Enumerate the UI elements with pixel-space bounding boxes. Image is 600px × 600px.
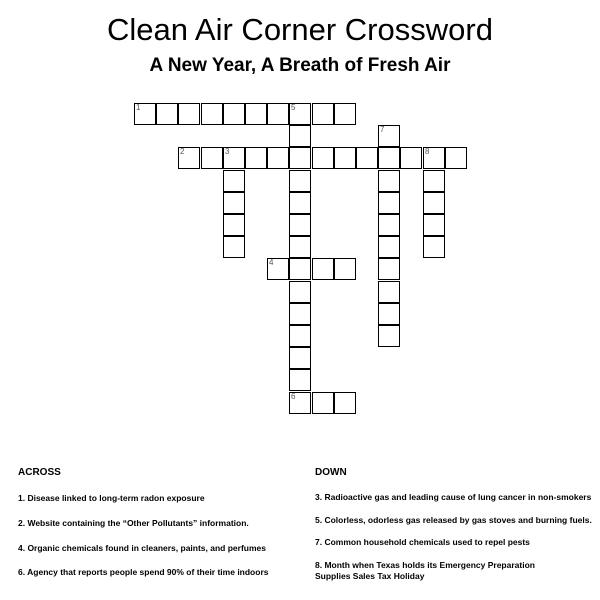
crossword-cell[interactable] bbox=[400, 147, 422, 169]
crossword-cell[interactable] bbox=[312, 147, 334, 169]
clue-number: 2 bbox=[180, 147, 185, 156]
crossword-cell[interactable] bbox=[223, 236, 245, 258]
across-clue: 6. Agency that reports people spend 90% of their time indoors bbox=[18, 567, 269, 577]
crossword-cell[interactable] bbox=[289, 347, 311, 369]
crossword-cell[interactable] bbox=[156, 103, 178, 125]
crossword-cell[interactable] bbox=[201, 147, 223, 169]
crossword-cell[interactable] bbox=[289, 236, 311, 258]
crossword-cell[interactable] bbox=[423, 214, 445, 236]
crossword-cell[interactable] bbox=[312, 103, 334, 125]
crossword-cell[interactable] bbox=[289, 103, 311, 125]
page-title: Clean Air Corner Crossword bbox=[107, 12, 493, 47]
crossword-cell[interactable] bbox=[312, 258, 334, 280]
clue-number: 3 bbox=[225, 147, 230, 156]
crossword-cell[interactable] bbox=[289, 392, 311, 414]
crossword-cell[interactable] bbox=[223, 192, 245, 214]
crossword-cell[interactable] bbox=[289, 258, 311, 280]
crossword-cell[interactable] bbox=[289, 303, 311, 325]
crossword-cell[interactable] bbox=[423, 192, 445, 214]
crossword-cell[interactable] bbox=[245, 147, 267, 169]
page-subtitle: A New Year, A Breath of Fresh Air bbox=[149, 55, 451, 76]
clue-number: 7 bbox=[380, 125, 385, 134]
crossword-cell[interactable] bbox=[267, 147, 289, 169]
crossword-cell[interactable] bbox=[289, 125, 311, 147]
crossword-cell[interactable] bbox=[289, 214, 311, 236]
crossword-cell[interactable] bbox=[245, 103, 267, 125]
crossword-cell[interactable] bbox=[378, 236, 400, 258]
across-clue: 1. Disease linked to long-term radon exposure bbox=[18, 493, 205, 503]
clue-number: 6 bbox=[291, 392, 296, 401]
crossword-cell[interactable] bbox=[423, 147, 445, 169]
crossword-cell[interactable] bbox=[378, 281, 400, 303]
across-clue: 4. Organic chemicals found in cleaners, paints, and perfumes bbox=[18, 543, 266, 553]
crossword-cell[interactable] bbox=[378, 214, 400, 236]
crossword-cell[interactable] bbox=[223, 103, 245, 125]
crossword-cell[interactable] bbox=[334, 392, 356, 414]
crossword-cell[interactable] bbox=[378, 325, 400, 347]
crossword-cell[interactable] bbox=[423, 236, 445, 258]
crossword-cell[interactable] bbox=[289, 192, 311, 214]
crossword-cell[interactable] bbox=[223, 147, 245, 169]
crossword-cell[interactable] bbox=[267, 103, 289, 125]
crossword-cell[interactable] bbox=[289, 170, 311, 192]
crossword-cell[interactable] bbox=[201, 103, 223, 125]
crossword-cell[interactable] bbox=[334, 258, 356, 280]
down-clue: 5. Colorless, odorless gas released by gas stoves and burning fuels. bbox=[315, 515, 592, 525]
crossword-cell[interactable] bbox=[134, 103, 156, 125]
crossword-cell[interactable] bbox=[334, 103, 356, 125]
crossword-cell[interactable] bbox=[312, 392, 334, 414]
across-heading: ACROSS bbox=[18, 467, 61, 478]
across-clue: 2. Website containing the “Other Pollutants” information. bbox=[18, 518, 249, 528]
clue-number: 8 bbox=[425, 147, 430, 156]
crossword-cell[interactable] bbox=[445, 147, 467, 169]
down-clue: 3. Radioactive gas and leading cause of lung cancer in non-smokers bbox=[315, 492, 592, 502]
crossword-cell[interactable] bbox=[289, 147, 311, 169]
crossword-cell[interactable] bbox=[223, 214, 245, 236]
clue-number: 1 bbox=[136, 103, 141, 112]
crossword-cell[interactable] bbox=[378, 258, 400, 280]
crossword-cell[interactable] bbox=[289, 369, 311, 391]
crossword-cell[interactable] bbox=[378, 170, 400, 192]
crossword-cell[interactable] bbox=[378, 303, 400, 325]
clue-number: 5 bbox=[291, 103, 296, 112]
crossword-cell[interactable] bbox=[223, 170, 245, 192]
clue-number: 4 bbox=[269, 258, 274, 267]
crossword-cell[interactable] bbox=[178, 147, 200, 169]
crossword-cell[interactable] bbox=[178, 103, 200, 125]
crossword-cell[interactable] bbox=[423, 170, 445, 192]
crossword-cell[interactable] bbox=[378, 147, 400, 169]
crossword-cell[interactable] bbox=[356, 147, 378, 169]
down-clue: 8. Month when Texas holds its Emergency Preparation Supplies Sales Tax Holiday bbox=[315, 560, 535, 581]
crossword-cell[interactable] bbox=[289, 325, 311, 347]
crossword-cell[interactable] bbox=[267, 258, 289, 280]
down-heading: DOWN bbox=[315, 467, 347, 478]
crossword-cell[interactable] bbox=[378, 192, 400, 214]
down-clue: 7. Common household chemicals used to repel pests bbox=[315, 537, 530, 547]
crossword-cell[interactable] bbox=[334, 147, 356, 169]
crossword-cell[interactable] bbox=[378, 125, 400, 147]
crossword-cell[interactable] bbox=[289, 281, 311, 303]
